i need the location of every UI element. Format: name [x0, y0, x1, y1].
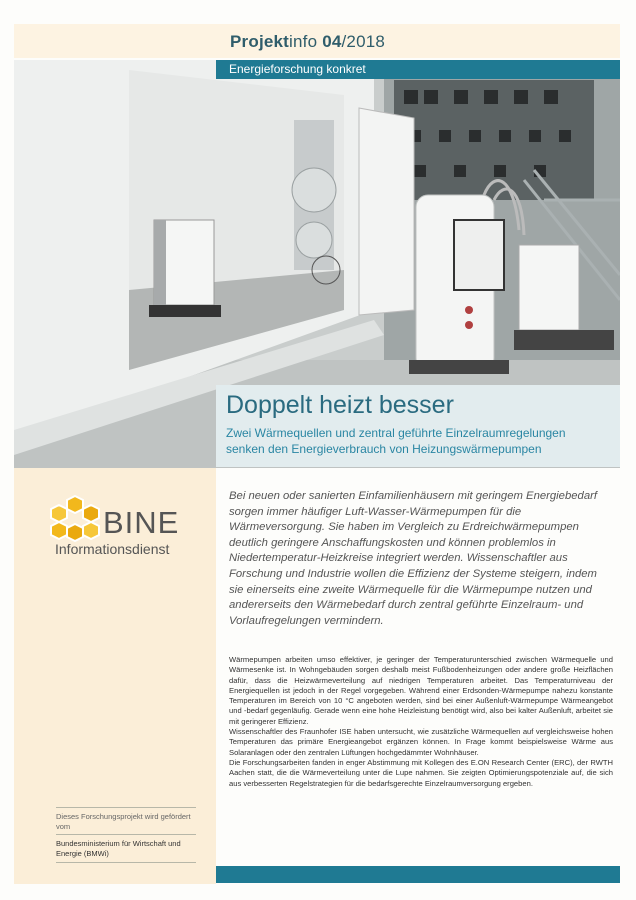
- body-paragraph-3: Die Forschungsarbeiten fanden in enger Abstimmung mit Kollegen des E.ON Research Center (ERC), der RWTH Aachen statt, die die Wärmeverteilung unter die Lupe nahmen. Sie zeigten Optimierungspotenziale auf, die sich aus verbesserten Regelstrategien für die bedarfsgerechte Einzelraumversorgung ergeben.: [229, 757, 613, 788]
- kicker-label: Energieforschung konkret: [229, 62, 366, 76]
- logo-wordmark: BINE: [103, 505, 180, 540]
- lead-paragraph: Bei neuen oder sanierten Einfamilienhäusern mit geringem Energiebedarf sorgen immer häufiger Luft-Wasser-Wärmepumpen für die Wärmeversorgung. Sie haben im Vergleich zu Erdreichwärmepumpen deutlich geringere Anschaffungskosten und können problemlos in Niedertemperatur-Heizkreise integriert werden. Wissenschaftler aus Forschung und Industrie wollen die Effizienz der Systeme steigern, indem sie einerseits eine zweite Wärmequelle für die Wärmepumpe nutzen und andererseits den Wärmebedarf durch zentral geführte Einzelraum- und Vorlaufregelungen vermindern.: [229, 490, 597, 627]
- funding-intro: Dieses Forschungsprojekt wird gefördert vom: [56, 812, 191, 831]
- subtitle-line-1: Zwei Wärmequellen und zentral geführte Einzelraumregelungen: [226, 426, 566, 440]
- logo-subtitle: Informationsdienst: [55, 541, 170, 557]
- body-paragraph-1: Wärmepumpen arbeiten umso effektiver, je geringer der Temperaturunterschied zwischen Wärmequelle und Wärmesenke ist. In Wohngebäuden sorgen deshalb meist Fußbodenheizungen oder andere große Heizflächen dafür, dass die Heizwärmeverteilung auf niedrigen Temperaturen arbeitet. Das Temperaturniveau der Energiequellen ist jedoch in der Regel vorgegeben. Während einer Erdsonden-Wärmepumpe nahezu konstante Temperaturen im Bereich von 10 °C angeboten werden, sind bei einer Außenluft-Wärmepumpe Wärmeangebot und -bedarf gegenläufig. Gerade wenn eine hohe Heizleistung benötigt wird, also bei kalter Außenluft, arbeitet sie mit geringerer Effizienz.: [229, 655, 613, 726]
- subtitle-line-2: senken den Energieverbrauch von Heizungswärmepumpen: [226, 442, 542, 456]
- issue-number: 04: [322, 32, 342, 51]
- series-bold: Projekt: [230, 32, 290, 51]
- publication-title: [230, 32, 385, 52]
- bine-logo-icon: [50, 494, 100, 542]
- body-paragraph-2: Wissenschaftler des Fraunhofer ISE haben untersucht, wie zusätzliche Wärmequellen auf vergleichsweise hohen Temperaturen das primäre Energieangebot ergänzen können. In Frage kommt beispielsweise Wärme aus Solaranlagen oder den zentralen Lüftungen hochgedämmter Wohnhäuser.: [229, 727, 613, 757]
- subtitle: [226, 425, 616, 457]
- divider: [56, 862, 196, 863]
- issue-year: /2018: [341, 32, 386, 51]
- body-text: [229, 655, 613, 789]
- funding-ministry: Bundesministerium für Wirtschaft und Energie (BMWi): [56, 839, 181, 858]
- page-title: Doppelt heizt besser: [226, 391, 454, 419]
- series-rest: info: [289, 32, 323, 51]
- footer-bar: [216, 866, 620, 883]
- divider: [56, 807, 196, 808]
- divider: [56, 834, 196, 835]
